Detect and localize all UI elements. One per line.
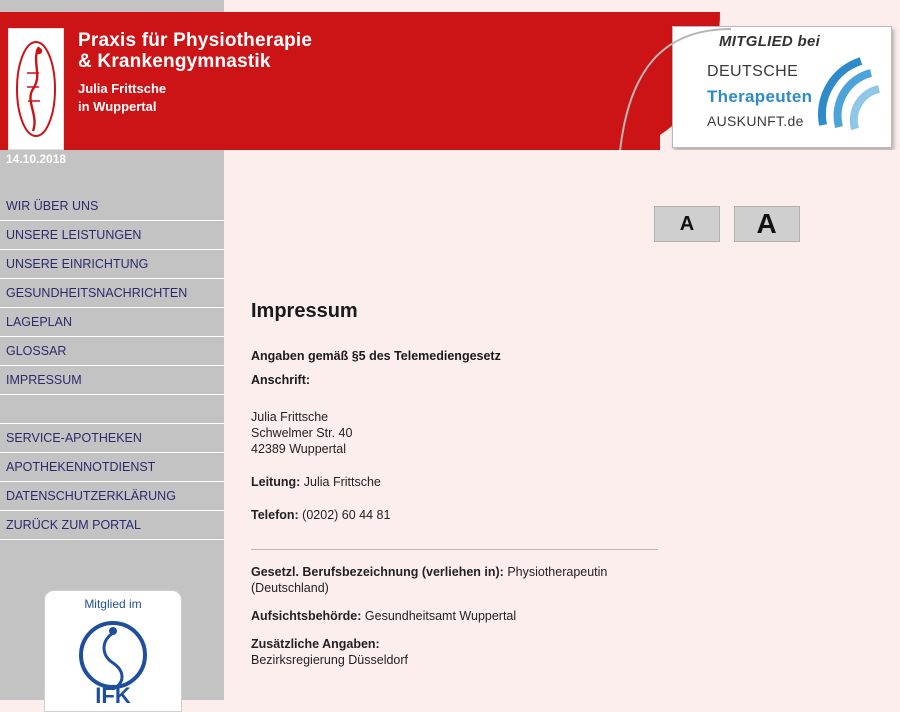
sidebar-item-gesundheitsnachrichten[interactable]: GESUNDHEITSNACHRICHTEN [0,279,224,308]
address-line-2: Schwelmer Str. 40 [251,426,353,440]
practice-name-line1: Praxis für Physiotherapie [78,30,313,51]
font-size-small-button[interactable]: A [654,206,720,242]
field-leitung-value: Julia Frittsche [303,475,381,489]
field-aufsichtsbehoerde-label: Aufsichtsbehörde: [251,609,362,623]
sidebar-item-impressum[interactable]: IMPRESSUM [0,366,224,395]
header-title-block [78,30,312,116]
section-heading: Angaben gemäß §5 des Telemediengesetz [251,349,501,363]
sidebar-item-glossar[interactable]: GLOSSAR [0,337,224,366]
sidebar-item-wir-ueber-uns[interactable]: WIR ÜBER UNS [0,192,224,221]
ifk-member-logo [44,590,182,712]
member-badge[interactable] [672,26,892,148]
sidebar [0,150,224,707]
field-berufsbezeichnung-label: Gesetzl. Berufsbezeichnung (verliehen in): [251,565,504,579]
field-leitung-label: Leitung: [251,475,301,489]
sidebar-item-lageplan[interactable]: LAGEPLAN [0,308,224,337]
sidebar-spacer [0,395,224,424]
ifk-logo-icon [45,611,181,707]
field-telefon-value: (0202) 60 44 81 [302,508,391,522]
badge-mitglied-label: MITGLIED bei [719,33,821,50]
current-date: 14.10.2018 [6,152,67,166]
page-title: Impressum [251,300,358,322]
site-header [0,12,900,150]
badge-line-deutsche: DEUTSCHE [707,63,799,80]
article [251,300,681,668]
extra-line-1: Bezirksregierung Düsseldorf [251,653,409,667]
field-berufsbezeichnung [251,564,681,596]
font-size-large-button[interactable]: A [734,206,800,242]
svg-text:IFK: IFK [95,683,131,707]
sidebar-item-unsere-einrichtung[interactable]: UNSERE EINRICHTUNG [0,250,224,279]
practice-name-line2: & Krankengymnastik [78,51,271,72]
main-content [224,150,900,700]
sidebar-item-datenschutzerklaerung[interactable]: DATENSCHUTZERKLÄRUNG [0,482,224,511]
address-line-1: Julia Frittsche [251,410,329,424]
sidebar-item-unsere-leistungen[interactable]: UNSERE LEISTUNGEN [0,221,224,250]
ifk-title: Mitglied im [84,597,142,611]
badge-line-therapeuten: Therapeuten [707,87,813,106]
field-berufsbezeichnung-value: Physiotherapeutin (Deutschland) [251,565,608,595]
extra-heading [251,636,681,652]
field-telefon-label: Telefon: [251,508,299,522]
font-size-controls [654,206,810,242]
sidebar-item-zurueck-zum-portal[interactable]: ZURÜCK ZUM PORTAL [0,511,224,540]
spine-logo-icon [9,29,63,149]
top-strip-left [0,0,224,12]
content-divider [251,549,658,550]
address-heading: Anschrift: [251,373,311,387]
top-strip-right [224,0,900,12]
practice-city: in Wuppertal [78,99,157,114]
field-leitung [251,474,681,490]
field-aufsichtsbehoerde [251,608,681,624]
practice-owner: Julia Frittsche [78,81,167,96]
practice-logo [8,28,64,150]
field-telefon [251,507,681,523]
sidebar-item-apothekennotdienst[interactable]: APOTHEKENNOTDIENST [0,453,224,482]
address-line-3: 42389 Wuppertal [251,442,346,456]
sidebar-item-service-apotheken[interactable]: SERVICE-APOTHEKEN [0,424,224,453]
badge-line-auskunft: AUSKUNFT.de [707,113,804,129]
date-bar [0,150,224,192]
extra-heading-label: Zusätzliche Angaben: [251,637,380,651]
field-aufsichtsbehoerde-value: Gesundheitsamt Wuppertal [364,609,517,623]
badge-arcs-icon [815,55,885,131]
